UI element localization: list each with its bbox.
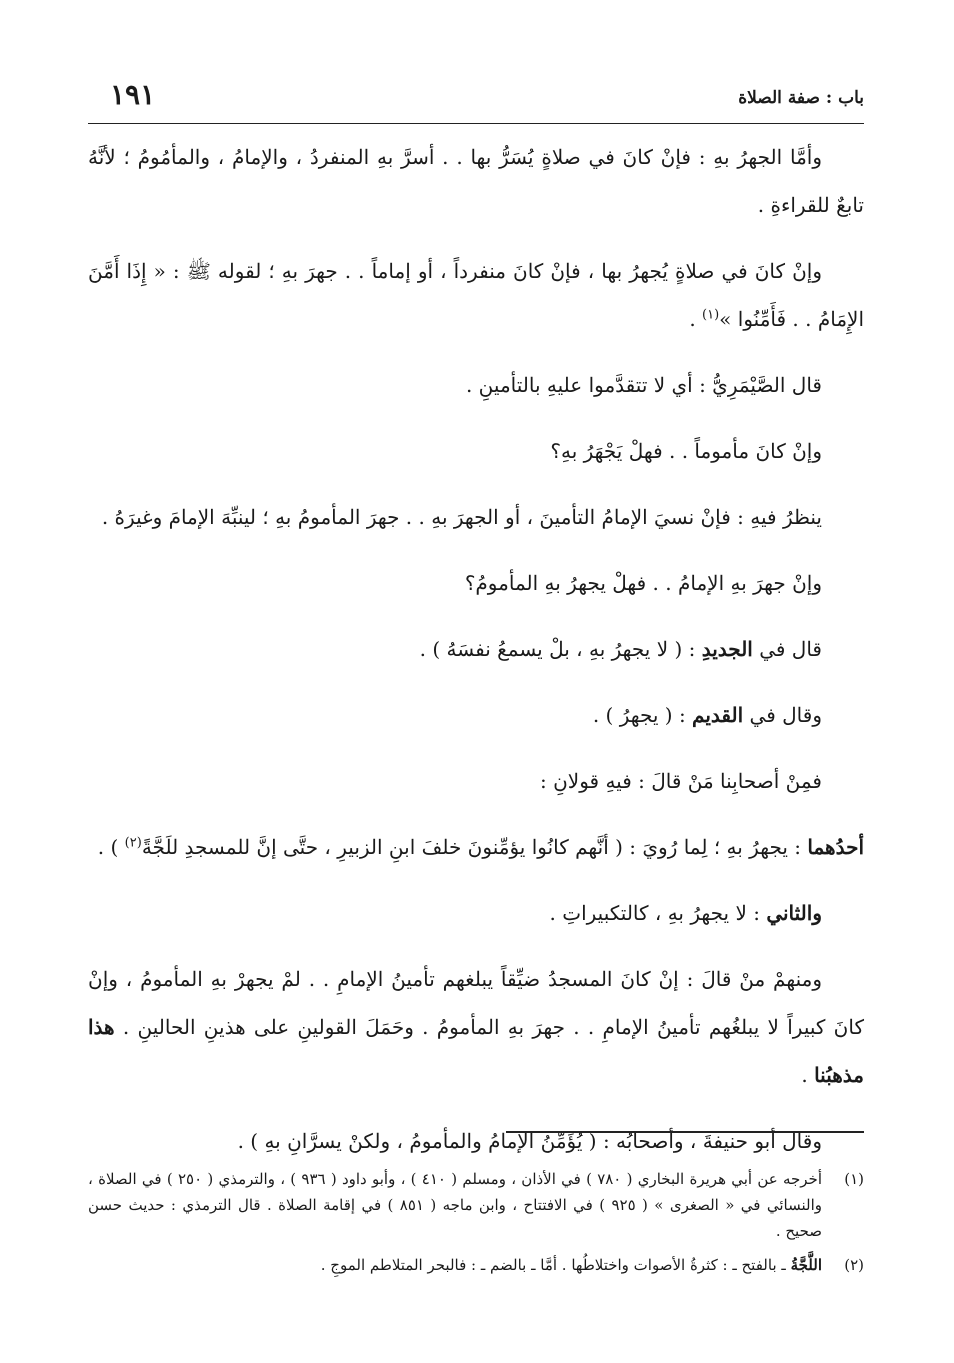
paragraph — [88, 247, 864, 343]
paragraph-text: : لا يجهرُ بهِ ، كالتكبيراتِ . — [549, 901, 767, 925]
paragraph-text: . — [689, 307, 703, 331]
running-title: باب : صفة الصلاة — [738, 88, 864, 108]
bold-term: هذا مذهبُنا — [88, 1015, 864, 1087]
footnote-reference[interactable]: (٢) — [124, 835, 142, 851]
page-header — [88, 78, 864, 118]
main-text — [88, 133, 864, 1183]
footnote-text: أخرجه عن أبي هريرة البخاري ( ٧٨٠ ) في الأذان ، ومسلم ( ٤١٠ ) ، وأبو داود ( ٩٣٦ ) ، والترمذي ( ٢٥٠ ) في الصلاة ، والنسائي في « الصغرى » ( ٩٢٥ ) في الافتتاح ، وابن ماجه ( ٨٥١ ) في إقامة الصلاة . قال الترمذي : حديث حسن صحيح . — [88, 1170, 823, 1240]
paragraph-text: ينظرُ فيهِ : فإنْ نسيَ الإمامُ التأمينَ ، أو الجهرَ بهِ . . جهرَ المأمومُ بهِ ؛ لينبِّهَ الإمامَ وغيرَهُ . — [101, 505, 822, 529]
paragraph — [88, 1117, 864, 1165]
paragraph-text: قال الصَّيْمَرِيُّ : أي لا تتقدَّموا عليهِ بالتأمينِ . — [465, 373, 822, 397]
paragraph — [88, 493, 864, 541]
paragraph — [88, 757, 864, 805]
footnote-reference[interactable]: (١) — [702, 307, 720, 323]
page-number: ١٩١ — [110, 78, 156, 111]
footnote — [88, 1252, 864, 1278]
paragraph — [88, 559, 864, 607]
paragraph-text: ) . — [97, 835, 125, 859]
footnote-term: اللَّجَّةُ — [790, 1256, 822, 1274]
bold-term: أحدُهما — [807, 835, 864, 859]
paragraph — [88, 133, 864, 229]
bold-term: القديم — [692, 703, 744, 727]
paragraph — [88, 691, 864, 739]
footnote-separator — [506, 1131, 864, 1133]
paragraph-text: وقال في — [743, 703, 822, 727]
paragraph-text: وإنْ كانَ مأموماً . . فهلْ يَجْهَرُ بهِ؟ — [550, 439, 822, 463]
paragraph-text: وقال أبو حنيفةَ ، وأصحابُه : ( يُؤَمِّنُ الإمامُ والمأمومُ ، ولكنْ يسرَّانِ بهِ ) . — [237, 1129, 822, 1153]
footnote-body — [88, 1252, 822, 1278]
paragraph — [88, 955, 864, 1099]
paragraph-text: : ( لا يجهرُ بهِ ، بلْ يسمعُ نفسَهُ ) . — [419, 637, 702, 661]
paragraph — [88, 823, 864, 871]
footnote-number: (١) — [844, 1170, 864, 1188]
paragraph — [88, 361, 864, 409]
header-rule — [88, 123, 864, 124]
paragraph-text: : ( يجهرُ ) . — [592, 703, 693, 727]
paragraph-text: قال في — [752, 637, 822, 661]
paragraph-text: . — [801, 1063, 815, 1087]
bold-term: الجديدِ — [701, 637, 753, 661]
bold-term: والثاني — [766, 901, 822, 925]
paragraph — [88, 625, 864, 673]
footnote — [88, 1166, 864, 1244]
paragraph-text: وأمَّا الجهرُ بهِ : فإنْ كانَ في صلاةٍ يُسَرُّ بها . . أسرَّ بهِ المنفردُ ، والإمامُ ، والمأمُومُ ؛ لأنَّهُ تابعٌ للقراءةِ . — [88, 145, 864, 217]
paragraph — [88, 889, 864, 937]
paragraph — [88, 427, 864, 475]
paragraph-text: وإنْ جهرَ بهِ الإمامُ . . فهلْ يجهرُ بهِ المأمومُ؟ — [464, 571, 822, 595]
footnote-text: ـ بالفتح ـ : كثرةُ الأصوات واختلاطُها . أمَّا ـ بالضم ـ : فالبحر المتلاطم الموجِ . — [320, 1256, 791, 1274]
footnotes — [88, 1166, 864, 1286]
paragraph-text: وإنْ كانَ في صلاةٍ يُجهرُ بها ، فإنْ كانَ منفرداً ، أو إماماً . . جهرَ بهِ ؛ لقوله ﷺ : « إِذَا أَمَّنَ الإِمَامُ . . فَأَمِّنُوا » — [88, 259, 864, 331]
paragraph-text: ومنهمْ منْ قالَ : إنْ كانَ المسجدُ ضيِّقاً يبلغهم تأمينُ الإمامِ . . لمْ يجهرْ بهِ المأمومُ ، وإنْ كانَ كبيراً لا يبلغُهم تأمينُ الإمامِ . . جهرَ بهِ المأمومُ . وحَمَلَ القولينِ على هذينِ الحالينِ . — [88, 967, 864, 1039]
paragraph-text: فمِنْ أصحابِنا مَنْ قالَ : فيهِ قولانِ : — [540, 769, 822, 793]
footnote-number: (٢) — [844, 1256, 864, 1274]
paragraph-text: : يجهرُ بهِ ؛ لِما رُويَ : ( أنَّهم كانُوا يؤمِّنونَ خلفَ ابنِ الزبيرِ ، حتَّى إنَّ للمسجدِ للَجَّةً — [141, 835, 808, 859]
